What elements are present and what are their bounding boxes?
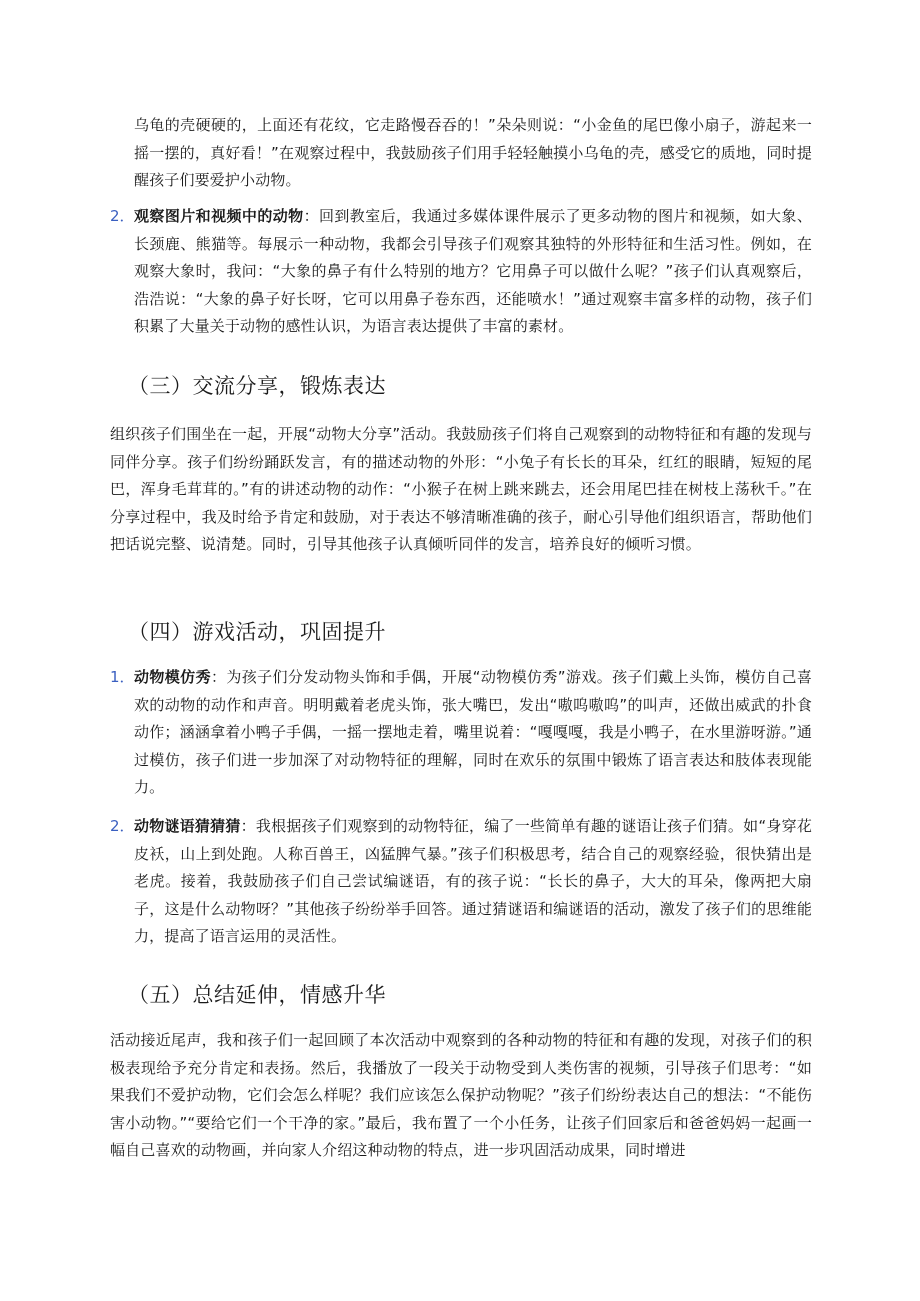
list-number: 2．	[110, 817, 135, 835]
list-item-body	[134, 813, 812, 951]
list-number: 1．	[110, 668, 135, 686]
paragraph-observation-continued: 乌龟的壳硬硬的，上面还有花纹，它走路慢吞吞的！”朵朵则说：“小金鱼的尾巴像小扇子，游起来一摇一摆的，真好看！”在观察过程中，我鼓励孩子们用手轻轻触摸小乌龟的壳，感受它的质地，同时提醒孩子们要爱护小动物。	[134, 116, 812, 189]
section-heading-games: （四）游戏活动，巩固提升	[128, 620, 386, 644]
paragraph-summary: 活动接近尾声，我和孩子们一起回顾了本次活动中观察到的各种动物的特征和有趣的发现，对孩子们的积极表现给予充分肯定和表扬。然后，我播放了一段关于动物受到人类伤害的视频，引导孩子们思考：“如果我们不爱护动物，它们会怎么样呢？我们应该怎么保护动物呢？”孩子们纷纷表达自己的想法：“不能伤害小动物。”“要给它们一个干净的家。”最后，我布置了一个小任务，让孩子们回家后和爸爸妈妈一起画一幅自己喜欢的动物画，并向家人介绍这种动物的特点，进一步巩固活动成果，同时增进	[110, 1031, 812, 1159]
section-heading-share: （三）交流分享，锻炼表达	[128, 374, 386, 398]
list-item-lead: 观察图片和视频中的动物	[134, 207, 304, 225]
list-item-text: ：我根据孩子们观察到的动物特征，编了一些简单有趣的谜语让孩子们猜。如“身穿花皮袄，山上到处跑。人称百兽王，凶猛脾气暴。”孩子们积极思考，结合自己的观察经验，很快猜出是老虎。接着，我鼓励孩子们自己尝试编谜语，有的孩子说：“长长的鼻子，大大的耳朵，像两把大扇子，这是什么动物呀？”其他孩子纷纷举手回答。通过猜谜语和编谜语的活动，激发了孩子们的思维能力，提高了语言运用的灵活性。	[134, 817, 812, 945]
list-item-lead: 动物谜语猜猜猜	[134, 817, 241, 835]
paragraph-share: 组织孩子们围坐在一起，开展“动物大分享”活动。我鼓励孩子们将自己观察到的动物特征和有趣的发现与同伴分享。孩子们纷纷踊跃发言，有的描述动物的外形：“小兔子有长长的耳朵，红红的眼睛，短短的尾巴，浑身毛茸茸的。”有的讲述动物的动作：“小猴子在树上跳来跳去，还会用尾巴挂在树枝上荡秋千。”在分享过程中，我及时给予肯定和鼓励，对于表达不够清晰准确的孩子，耐心引导他们组织语言，帮助他们把话说完整、说清楚。同时，引导其他孩子认真倾听同伴的发言，培养良好的倾听习惯。	[110, 425, 812, 553]
list-item-lead: 动物模仿秀	[134, 668, 211, 686]
list-item-text: ：为孩子们分发动物头饰和手偶，开展“动物模仿秀”游戏。孩子们戴上头饰，模仿自己喜欢的动物的动作和声音。明明戴着老虎头饰，张大嘴巴，发出“嗷呜嗷呜”的叫声，还做出威武的扑食动作；涵涵拿着小鸭子手偶，一摇一摆地走着，嘴里说着：“嘎嘎嘎，我是小鸭子，在水里游呀游。”通过模仿，孩子们进一步加深了对动物特征的理解，同时在欢乐的氛围中锻炼了语言表达和肢体表现能力。	[134, 668, 812, 796]
list-item-text: ：回到教室后，我通过多媒体课件展示了更多动物的图片和视频，如大象、长颈鹿、熊猫等。每展示一种动物，我都会引导孩子们观察其独特的外形特征和生活习性。例如，在观察大象时，我问：“大象的鼻子有什么特别的地方？它用鼻子可以做什么呢？”孩子们认真观察后，浩浩说：“大象的鼻子好长呀，它可以用鼻子卷东西，还能喷水！”通过观察丰富多样的动物，孩子们积累了大量关于动物的感性认识，为语言表达提供了丰富的素材。	[134, 207, 812, 335]
list-item-body	[134, 203, 812, 341]
list-number: 2．	[110, 207, 135, 225]
list-item-body	[134, 664, 812, 802]
section-heading-summary: （五）总结延伸，情感升华	[128, 983, 386, 1007]
